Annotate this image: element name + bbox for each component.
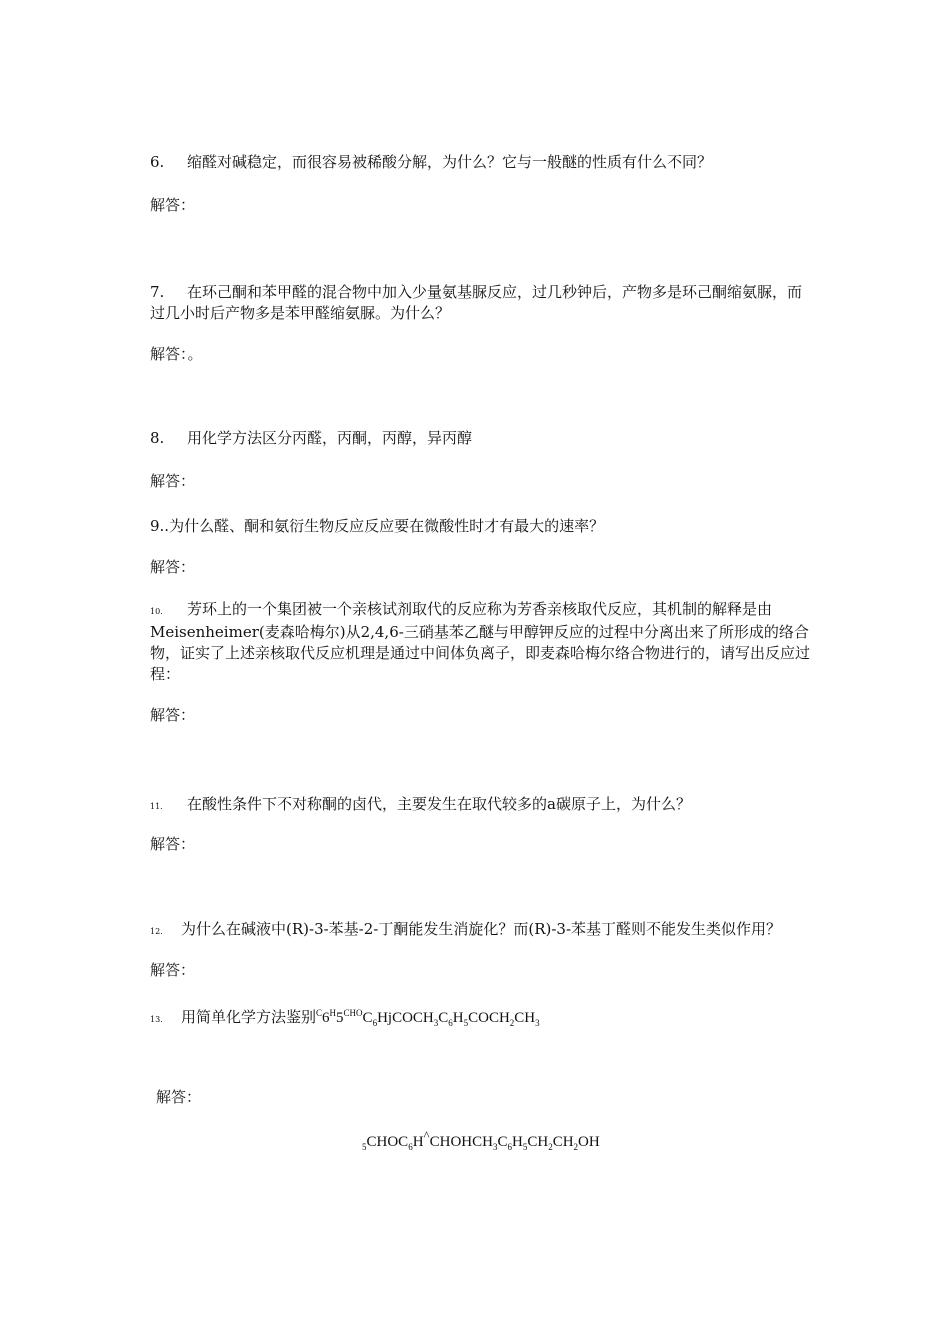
question-11 <box>150 794 810 817</box>
question-number: 8. <box>150 429 165 447</box>
question-10 <box>150 599 810 685</box>
answer-label-8: 解答： <box>150 472 196 490</box>
question-text: 9..为什么醛、酮和氨衍生物反应反应要在微酸性时才有最大的速率？ <box>150 517 605 535</box>
answer-label-7: 解答：。 <box>150 345 203 363</box>
answer-label-12: 解答： <box>150 961 196 979</box>
answer-label-6: 解答： <box>150 196 196 214</box>
question-number: 12. <box>150 927 163 936</box>
question-number: 7. <box>150 283 165 301</box>
question-number: 10. <box>150 607 163 616</box>
question-number: 13. <box>150 1015 163 1024</box>
question-7 <box>150 282 810 324</box>
question-text: 用简单化学方法鉴别 <box>181 1008 317 1026</box>
question-13 <box>150 1007 830 1030</box>
question-text: 在环己酮和苯甲醛的混合物中加入少量氨基脲反应，过几秒钟后，产物多是环己酮缩氨脲，而过几小时后产物多是苯甲醛缩氨脲。为什么？ <box>150 283 803 322</box>
question-9 <box>150 516 810 537</box>
question-8 <box>150 428 810 449</box>
answer-label-11: 解答： <box>150 835 196 853</box>
question-number: 6. <box>150 153 165 171</box>
question-text: 用化学方法区分丙醛，丙酮，丙醇，异丙醇 <box>187 429 473 447</box>
question-text: 在酸性条件下不对称酮的卤代，主要发生在取代较多的a碳原子上，为什么？ <box>187 795 691 813</box>
question-12 <box>150 919 830 942</box>
answer-label-9: 解答： <box>150 558 196 576</box>
question-number: 11. <box>150 802 163 811</box>
question-text: 芳环上的一个集团被一个亲核试剂取代的反应称为芳香亲核取代反应，其机制的解释是由Meisenheimer(麦森哈梅尔)从2,4,6-三硝基苯乙醚与甲醇钾反应的过程中分离出来了所形成的络合物，证实了上述亲核取代反应机理是通过中间体负离子，即麦森哈梅尔络合物进行的，请写出反应过程： <box>150 600 811 683</box>
question-text: 缩醛对碱稳定，而很容易被稀酸分解，为什么？它与一般醚的性质有什么不同？ <box>187 153 713 171</box>
question-6 <box>150 152 810 173</box>
answer-13-formula: $_5CHOC_6H^{\^{}}CHOHCH_3C_6H_5CH_2CH_2OH$ <box>362 1128 600 1152</box>
answer-label-10: 解答： <box>150 706 196 724</box>
question-text: 为什么在碱液中(R)-3-苯基-2-丁酮能发生消旋化？而(R)-3-苯基丁醛则不能发生类似作用？ <box>181 920 782 938</box>
q13-formula: $^C6^H5^{CHO}C_6HjCOCH_3C_6H_5COCH_2CH_3$ <box>316 1008 540 1028</box>
answer-label-13: 解答： <box>156 1088 202 1106</box>
